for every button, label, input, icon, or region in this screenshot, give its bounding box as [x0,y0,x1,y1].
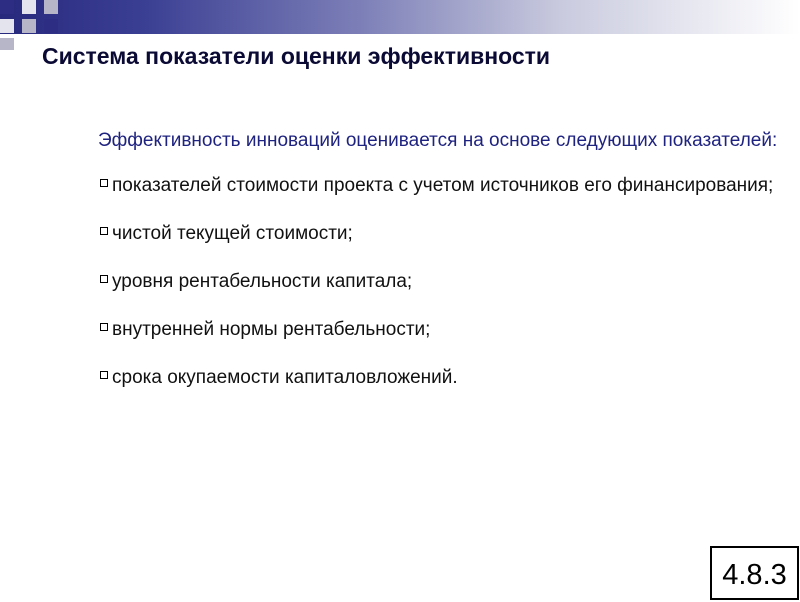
corner-square-6 [44,19,58,33]
bullet-text: срока окупаемости капиталовложений. [112,367,458,388]
square-bullet-icon [100,371,108,379]
corner-square-1 [0,0,14,14]
corner-square-2 [22,0,36,14]
intro-text: Эффективность инноваций оценивается на основе следующих показателей: [98,130,778,151]
bullet-item [98,270,778,294]
bullet-text: чистой текущей стоимости; [112,223,353,244]
corner-square-7 [0,38,14,50]
square-bullet-icon [100,227,108,235]
slide-body [98,129,778,414]
slide-number-box: 4.8.3 [710,546,799,600]
bullet-text: внутренней нормы рентабельности; [112,319,431,340]
bullet-item [98,222,778,246]
bullet-text: показателей стоимости проекта с учетом источников его финансирования; [112,175,774,196]
corner-square-5 [22,19,36,33]
header-band [0,0,800,34]
bullet-item [98,366,778,390]
corner-square-4 [0,19,14,33]
square-bullet-icon [100,179,108,187]
corner-square-3 [44,0,58,14]
bullet-item [98,318,778,342]
bullet-item [98,174,778,198]
bullet-text: уровня рентабельности капитала; [112,271,413,292]
square-bullet-icon [100,275,108,283]
square-bullet-icon [100,323,108,331]
slide-title: Система показатели оценки эффективности [42,43,551,69]
